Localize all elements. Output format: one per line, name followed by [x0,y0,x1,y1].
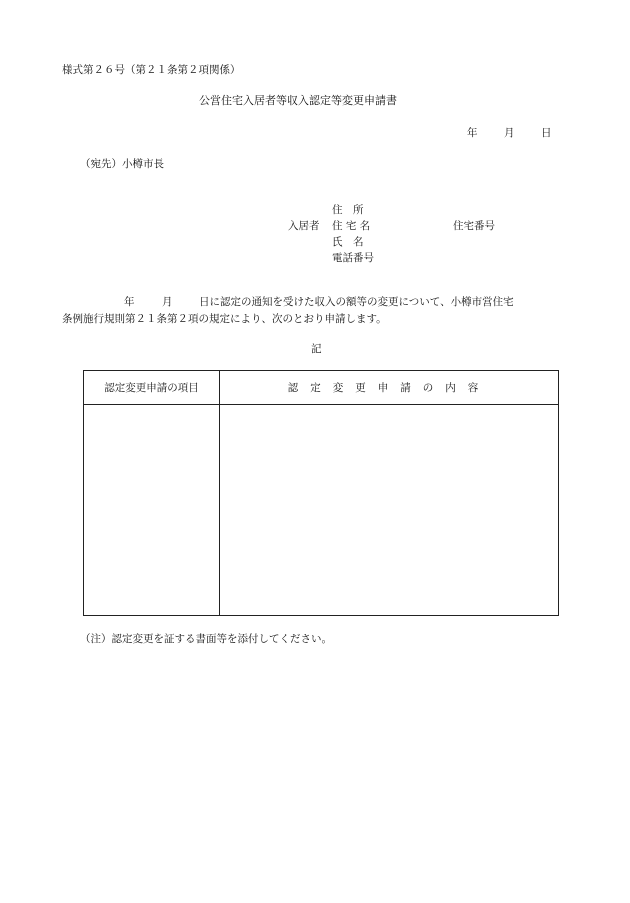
table-header-row [84,371,559,405]
form-title: 公営住宅入居者等収入認定等変更申請書 [199,94,397,107]
item-cell[interactable] [84,405,220,616]
applicant-housing-name-label: 住 宅 名 [332,220,371,232]
applicant-name-label: 氏 名 [332,236,364,248]
body-text-line2: 条例施行規則第２１条第２項の規定により、次のとおり申請します。 [62,313,387,325]
body-month: 月 [162,296,173,308]
addressee: （宛先）小樽市長 [80,158,164,170]
body-year: 年 [124,296,135,308]
date-day: 日 [541,127,552,139]
date-month: 月 [504,127,515,139]
date-year: 年 [467,127,478,139]
change-request-table [83,370,559,616]
applicant-phone-label: 電話番号 [332,252,374,264]
body-text-line1: 日に認定の通知を受けた収入の額等の変更について、小樽市営住宅 [199,296,514,308]
ki-heading: 記 [311,343,322,355]
content-cell[interactable] [220,405,559,616]
header-content: 認定変更申請の内容 [220,371,559,405]
form-number: 様式第２６号（第２１条第２項関係） [62,64,241,76]
applicant-housing-number-label: 住宅番号 [453,220,495,232]
note: （注）認定変更を証する書面等を添付してください。 [80,633,332,645]
applicant-address-label: 住 所 [332,204,364,216]
header-item: 認定変更申請の項目 [84,371,220,405]
applicant-role-label: 入居者 [288,220,320,232]
table-row [84,405,559,616]
